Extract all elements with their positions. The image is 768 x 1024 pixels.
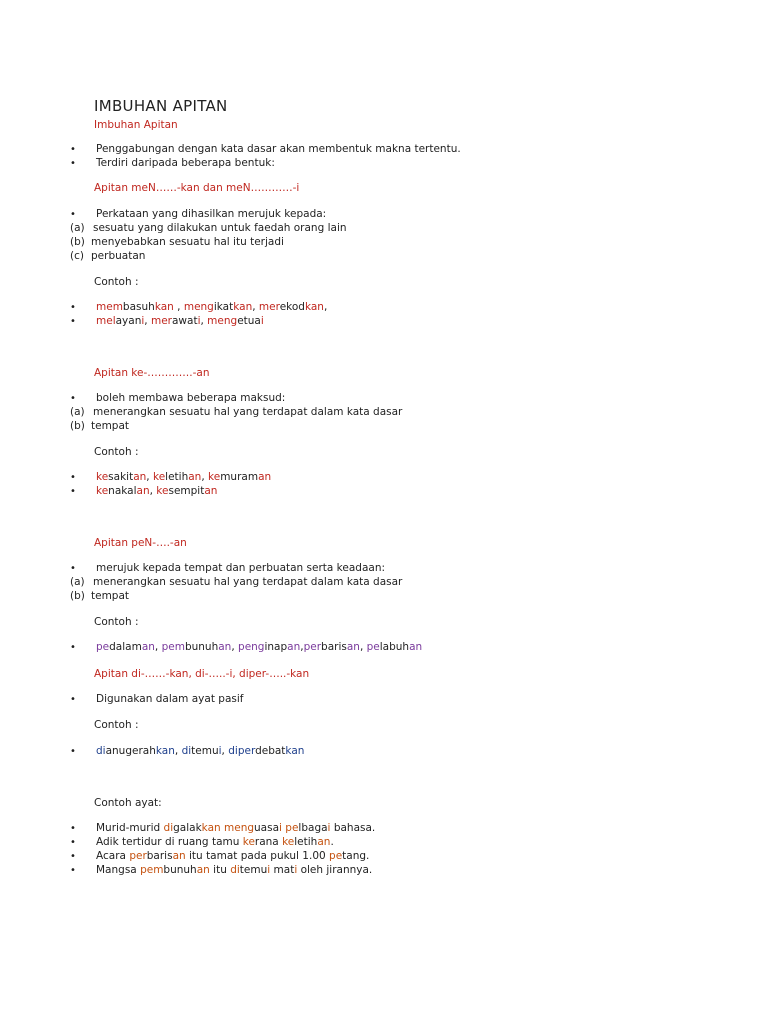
section-heading: Apitan peN-….-an <box>94 537 187 549</box>
sentence-text: Adik tertidur di ruang tamu kerana keletihan. <box>96 836 334 848</box>
sentence-text: Murid-murid digalakkan menguasai pelbagai bahasa. <box>96 822 376 834</box>
example-text: pedalaman, pembunuhan, penginapan,perbarisan, pelabuhan <box>96 641 423 653</box>
page-subtitle: Imbuhan Apitan <box>94 119 178 131</box>
document-page: IMBUHAN APITAN Imbuhan Apitan • Penggabungan dengan kata dasar akan membentuk makna tertentu. • Terdiri daripada beberapa bentuk: Apitan meN……-kan dan meN…………-i • Perkataan yang dihasilkan merujuk kepada: (a) sesuatu yang dilakukan untuk faedah orang lain (b) menyebabkan sesuatu hal itu terjadi (c) perbuatan Contoh : • membasuhkan , mengikatkan, merekodkan, • melayani, merawati, mengetuai Apitan ke-………….-an • boleh membawa beberapa maksud: (a) menerangkan sesuatu hal yang terdapat dalam kata dasar (b) tempat Contoh : • kesakitan, keletihan, kemuraman • kenakalan, kesempitan Apitan peN-….-an • merujuk kepada tempat dan perbuatan serta keadaan: (a) menerangkan sesuatu hal yang terdapat dalam kata dasar (b) tempat Contoh : • pedalaman, pembunuhan, penginapan,perbarisan, pelabuhan Apitan di-……-kan, di-…..-i, diper-…..-kan • Digunakan dalam ayat pasif Contoh : • dianugerahkan, ditemui, diperdebatkan Contoh ayat: • Murid-murid digalakkan menguasai pelbagai bahasa. • Adik tertidur di ruang tamu kerana keletihan. • Acara perbarisan itu tamat pada pukul 1.00 petang. • Mangsa pembunuhan itu ditemui mati oleh jirannya. <box>70 97 461 876</box>
section-heading: Apitan di-……-kan, di-…..-i, diper-…..-kan <box>94 668 310 680</box>
bullet-icon: • <box>70 642 76 653</box>
example-text: melayani, merawati, mengetuai <box>96 315 264 327</box>
bullet-icon: • <box>70 486 76 497</box>
section-heading: Apitan meN……-kan dan meN…………-i <box>94 182 300 194</box>
contoh-label: Contoh : <box>94 616 139 628</box>
contoh-label: Contoh : <box>94 446 139 458</box>
bullet-icon: • <box>70 209 76 220</box>
page-title: IMBUHAN APITAN <box>94 97 228 115</box>
bullet-icon: • <box>70 746 76 757</box>
bullet-icon: • <box>70 158 76 169</box>
contoh-label: Contoh : <box>94 276 139 288</box>
bullet-icon: • <box>70 823 76 834</box>
contoh-label: Contoh : <box>94 719 139 731</box>
example-text: membasuhkan , mengikatkan, merekodkan, <box>96 301 328 313</box>
bullet-icon: • <box>70 316 76 327</box>
example-text: dianugerahkan, ditemui, diperdebatkan <box>96 745 305 757</box>
bullet-icon: • <box>70 851 76 862</box>
bullet-icon: • <box>70 472 76 483</box>
sentence-text: Acara perbarisan itu tamat pada pukul 1.00 petang. <box>96 850 370 862</box>
bullet-icon: • <box>70 144 76 155</box>
bullet-icon: • <box>70 694 76 705</box>
bullet-icon: • <box>70 563 76 574</box>
section-heading: Apitan ke-………….-an <box>94 367 210 379</box>
example-text: kenakalan, kesempitan <box>96 485 218 497</box>
sentence-text: Mangsa pembunuhan itu ditemui mati oleh jirannya. <box>96 864 373 876</box>
bullet-icon: • <box>70 393 76 404</box>
contoh-ayat-label: Contoh ayat: <box>94 797 162 809</box>
bullet-icon: • <box>70 302 76 313</box>
bullet-icon: • <box>70 865 76 876</box>
bullet-icon: • <box>70 837 76 848</box>
example-text: kesakitan, keletihan, kemuraman <box>96 471 272 483</box>
